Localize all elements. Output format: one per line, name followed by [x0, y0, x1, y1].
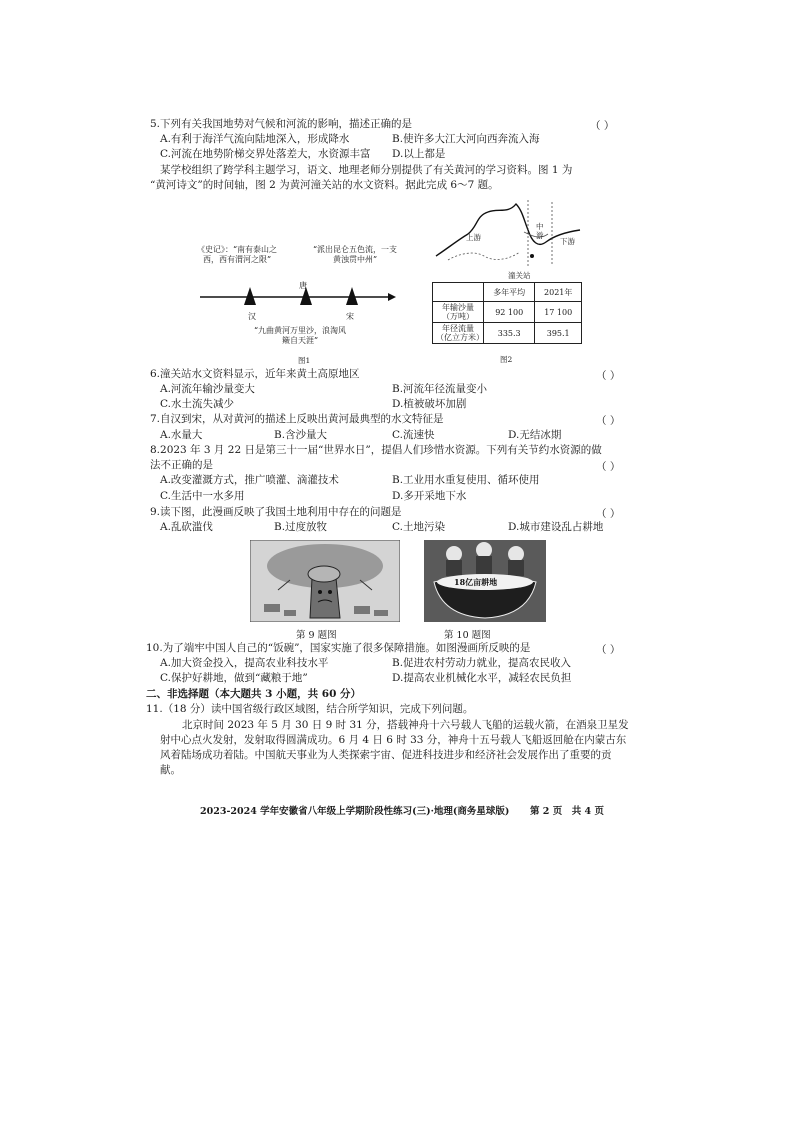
q8-paren: （ ）: [596, 461, 621, 473]
q5-option-c: C.河流在地势阶梯交界处落差大，水资源丰富: [160, 148, 371, 160]
label-lower-reach: 下游: [560, 237, 575, 246]
q5-option-b: B.使许多大江大河向西奔流入海: [392, 133, 540, 145]
q7-option-c: C.流速快: [392, 429, 435, 441]
table-row-label: 年径流量（亿立方米）: [433, 323, 484, 344]
quote-song: “九曲黄河万里沙，浪淘风簸自天涯”: [253, 326, 347, 345]
q7-stem: 7.自汉到宋，从对黄河的描述上反映出黄河最典型的水文特征是: [150, 413, 444, 425]
q8-option-c: C.生活中一水多用: [160, 490, 245, 502]
q11-stem: 11.（18 分）读中国省级行政区域图，结合所学知识，完成下列问题。: [146, 703, 474, 715]
q9-stem: 9.读下图，此漫画反映了我国土地利用中存在的问题是: [150, 506, 402, 518]
table-cell: 92 100: [484, 302, 535, 323]
q9-option-a: A.乱砍滥伐: [160, 521, 213, 533]
q8-option-b: B.工业用水重复使用、循环使用: [392, 474, 540, 486]
table-header-row: [433, 283, 582, 302]
q9-option-c: C.土地污染: [392, 521, 445, 533]
intro-line-1: 某学校组织了跨学科主题学习，语文、地理老师分别提供了有关黄河的学习资料。图 1 为: [160, 164, 573, 176]
timeline-axis: [190, 275, 400, 311]
q6-option-c: C.水土流失减少: [160, 398, 234, 410]
q5-paren: （ ）: [590, 120, 615, 132]
table-cell: 335.3: [484, 323, 535, 344]
table-row: [433, 302, 582, 323]
q9-paren: （ ）: [596, 508, 621, 520]
table-row: [433, 323, 582, 344]
table-header-cell: 2021年: [535, 283, 582, 302]
table-row-label: 年输沙量（万吨）: [433, 302, 484, 323]
q5-option-d: D.以上都是: [392, 148, 446, 160]
q8-option-a: A.改变灌溉方式，推广喷灌、滴灌技术: [160, 474, 339, 486]
q7-option-b: B.含沙量大: [274, 429, 328, 441]
label-upper-reach: 上游: [466, 233, 481, 242]
label-han: 汉: [248, 312, 256, 321]
hydro-table: [432, 282, 582, 344]
table-header-cell: 多年平均: [484, 283, 535, 302]
quote-han: 《史记》：“南有泰山之西，西有渭河之限”: [196, 245, 278, 264]
table-header-cell: [433, 283, 484, 302]
q6-paren: （ ）: [596, 370, 621, 382]
q10-stem: 10.为了端牢中国人自己的“饭碗”，国家实施了很多保障措施。如图漫画所反映的是: [146, 642, 531, 654]
label-tang: 唐: [299, 281, 307, 290]
q7-option-d: D.无结冰期: [508, 429, 562, 441]
q10-option-b: B.促进农村劳动力就业，提高农民收入: [392, 657, 572, 669]
q10-caption: 第 10 题图: [444, 630, 491, 641]
q8-stem-line-1: 8.2023 年 3 月 22 日是第三十一届“世界水日”，提倡人们珍惜水资源。下列有关节约水资源的做: [150, 444, 602, 456]
q11-passage: 北京时间 2023 年 5 月 30 日 9 时 31 分，搭载神舟十六号载人飞船的运载火箭，在酒泉卫星发射中心点火发射，发射取得圆满成功。6 月 4 日 6 时 33 分，神舟十五号载人飞船返回舱在内蒙古东风着陆场成功着陆。中国航天事业为人类探索宇宙、促进科技进步和经济社会发展作出了重要的贡献。: [160, 719, 629, 776]
q10-bowl-label: 18亿亩耕地: [454, 577, 498, 587]
q6-option-a: A.河流年输沙量变大: [160, 383, 255, 395]
q6-stem: 6.潼关站水文资料显示，近年来黄土高原地区: [150, 368, 360, 380]
q6-option-b: B.河流年径流量变小: [392, 383, 488, 395]
figure-1-timeline: [190, 235, 400, 355]
figure-1-caption: 图1: [298, 356, 311, 365]
q9-caption: 第 9 题图: [296, 630, 337, 641]
table-cell: 17 100: [535, 302, 582, 323]
intro-line-2: “黄河诗文”的时间轴，图 2 为黄河潼关站的水文资料。据此完成 6～7 题。: [150, 179, 499, 191]
q5-option-a: A.有利于海洋气流向陆地深入，形成降水: [160, 133, 350, 145]
table-cell: 395.1: [535, 323, 582, 344]
q5-stem: 5.下列有关我国地势对气候和河流的影响，描述正确的是: [150, 118, 413, 130]
q10-paren: （ ）: [596, 644, 621, 656]
section-2-heading: 二、非选择题（本大题共 3 小题，共 60 分）: [146, 688, 362, 700]
figure-2-caption: 图2: [500, 355, 513, 364]
q9-option-b: B.过度放牧: [274, 521, 328, 533]
q6-option-d: D.植被破坏加剧: [392, 398, 467, 410]
footer-page-number: 第 2 页 共 4 页: [530, 806, 604, 817]
q9-cartoon-stump: [250, 540, 400, 622]
q8-option-d: D.多开采地下水: [392, 490, 467, 502]
q7-option-a: A.水量大: [160, 429, 203, 441]
label-song: 宋: [346, 312, 354, 321]
label-station: 潼关站: [508, 271, 531, 280]
q8-stem-line-2: 法不正确的是: [150, 459, 213, 471]
q7-paren: （ ）: [596, 415, 621, 427]
quote-tang: “派出昆仑五色流，一支黄浊贯中州”: [312, 245, 398, 264]
q10-option-d: D.提高农业机械化水平，减轻农民负担: [392, 672, 572, 684]
q10-option-c: C.保护好耕地，做到“藏粮于地”: [160, 672, 308, 684]
q10-option-a: A.加大资金投入，提高农业科技水平: [160, 657, 329, 669]
q9-option-d: D.城市建设乱占耕地: [508, 521, 604, 533]
label-middle-reach: 中游: [536, 222, 544, 240]
footer-title: 2023-2024 学年安徽省八年级上学期阶段性练习(三)·地理(商务星球版): [200, 806, 510, 817]
